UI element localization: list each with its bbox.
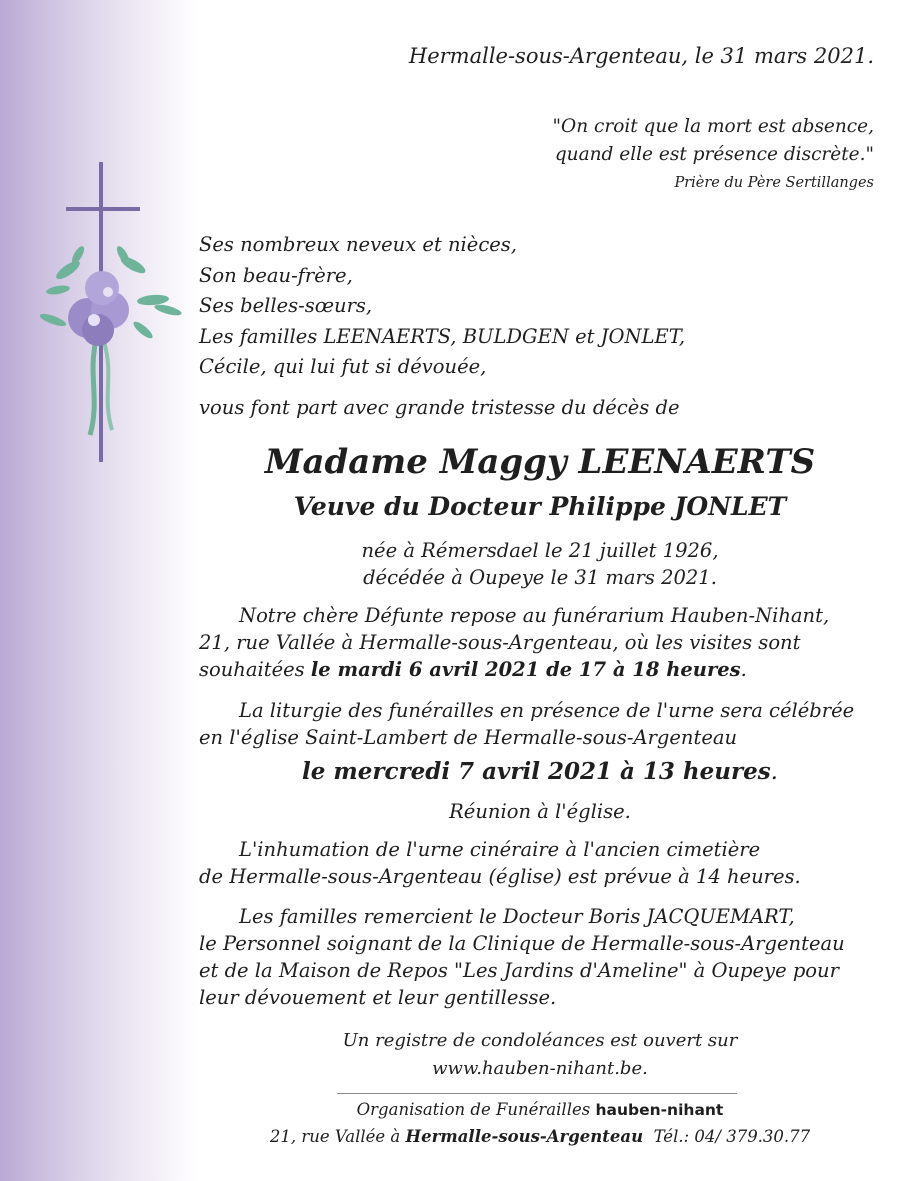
quote-line: quand elle est présence discrète." bbox=[554, 144, 874, 165]
widow-of: Veuve du Docteur Philippe JONLET bbox=[293, 492, 787, 521]
footer-address bbox=[160, 1127, 918, 1146]
org-brand-logo: hauben-nihant bbox=[595, 1101, 724, 1119]
thanks-line: et de la Maison de Repos "Les Jardins d'Ameline" à Oupeye pour bbox=[199, 959, 839, 982]
ribbon bbox=[90, 340, 96, 435]
visitation-suffix: . bbox=[740, 658, 747, 681]
visitation-line bbox=[199, 656, 889, 683]
cross-horizontal-bar bbox=[66, 207, 140, 211]
date-line: Hermalle-sous-Argenteau, le 31 mars 2021. bbox=[408, 44, 874, 68]
condolence-registry bbox=[160, 1027, 918, 1083]
quote-line: "On croit que la mort est absence, bbox=[552, 116, 874, 137]
address-city: Hermalle-sous-Argenteau bbox=[405, 1127, 644, 1146]
visitation-paragraph bbox=[199, 602, 889, 683]
thanks-line: le Personnel soignant de la Clinique de Hermalle-sous-Argenteau bbox=[199, 932, 845, 955]
burial-paragraph bbox=[199, 836, 889, 890]
ceremony-date-suffix: . bbox=[770, 759, 778, 785]
reunion-note: Réunion à l'église. bbox=[449, 800, 631, 823]
quote bbox=[553, 113, 874, 169]
family-line: Cécile, qui lui fut si dévouée, bbox=[199, 355, 487, 378]
registry-link[interactable]: www.hauben-nihant.be. bbox=[432, 1058, 648, 1079]
ribbon bbox=[104, 342, 112, 430]
death-line: décédée à Oupeye le 31 mars 2021. bbox=[363, 566, 717, 589]
birth-line: née à Rémersdael le 21 juillet 1926, bbox=[361, 539, 719, 562]
burial-line: L'inhumation de l'urne cinéraire à l'ancien cimetière bbox=[239, 838, 761, 861]
liturgy-line: en l'église Saint-Lambert de Hermalle-sous-Argenteau bbox=[199, 726, 738, 749]
burial-line: de Hermalle-sous-Argenteau (église) est prévue à 14 heures. bbox=[199, 865, 801, 888]
liturgy-paragraph bbox=[199, 697, 889, 751]
family-list bbox=[199, 230, 685, 383]
family-line: Les familles LEENAERTS, BULDGEN et JONLET, bbox=[199, 324, 686, 348]
thanks-line: Les familles remercient le Docteur Boris JACQUEMART, bbox=[239, 905, 795, 928]
org-prefix: Organisation de Funérailles bbox=[356, 1100, 596, 1119]
announce-line: vous font part avec grande tristesse du décès de bbox=[199, 396, 680, 419]
visitation-prefix: souhaitées bbox=[199, 658, 311, 681]
cross-with-flower-icon bbox=[38, 160, 198, 470]
footer-divider bbox=[337, 1093, 737, 1094]
ceremony-date bbox=[160, 758, 918, 785]
birth-death-dates bbox=[160, 537, 918, 591]
quote-source: Prière du Père Sertillanges bbox=[674, 175, 874, 191]
phone-number: Tél.: 04/ 379.30.77 bbox=[653, 1127, 811, 1146]
thanks-line: leur dévouement et leur gentillesse. bbox=[199, 986, 557, 1009]
family-line: Ses belles-sœurs, bbox=[199, 294, 373, 317]
family-line: Ses nombreux neveux et nièces, bbox=[199, 233, 517, 256]
ceremony-date-text: le mercredi 7 avril 2021 à 13 heures bbox=[302, 758, 771, 785]
visitation-date: le mardi 6 avril 2021 de 17 à 18 heures bbox=[310, 658, 741, 681]
thanks-paragraph bbox=[199, 903, 889, 1011]
registry-line: Un registre de condoléances est ouvert sur bbox=[342, 1030, 738, 1051]
visitation-line: Notre chère Défunte repose au funérarium Hauben-Nihant, bbox=[239, 604, 830, 627]
deceased-name: Madame Maggy LEENAERTS bbox=[264, 442, 816, 482]
address-prefix: 21, rue Vallée à bbox=[269, 1127, 406, 1146]
footer-organisation bbox=[160, 1100, 918, 1119]
liturgy-line: La liturgie des funérailles en présence de l'urne sera célébrée bbox=[239, 699, 855, 722]
family-line: Son beau-frère, bbox=[199, 263, 353, 287]
visitation-line: 21, rue Vallée à Hermalle-sous-Argenteau, où les visites sont bbox=[199, 631, 801, 654]
flower-icon bbox=[68, 271, 129, 346]
